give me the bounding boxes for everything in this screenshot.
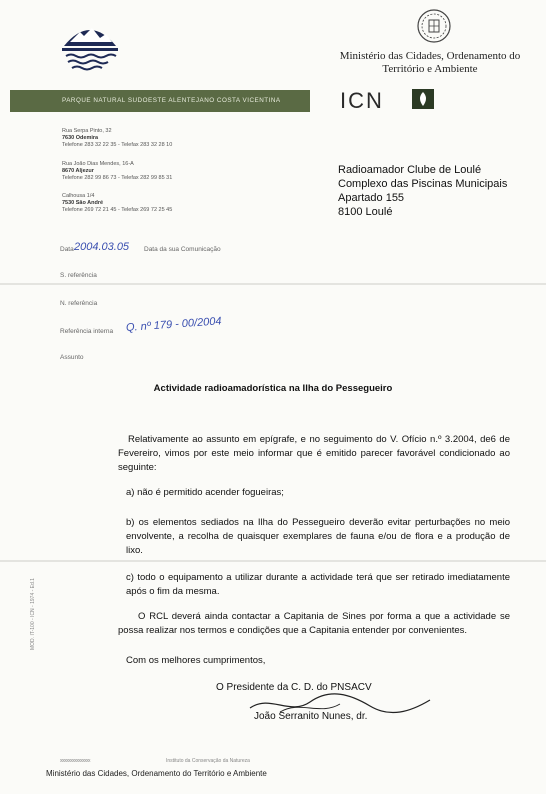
office-city: 7630 Odemira [62, 135, 99, 141]
icn-logo-text: ICN [340, 88, 384, 113]
fold-line [0, 283, 546, 285]
office-phone: Telefone 282 99 86 73 - Telefax 282 99 85 31 [62, 175, 173, 181]
office-address-odemira [62, 128, 202, 149]
condition-b: b) os elementos sediados na Ilha do Pessegueiro deverão evitar perturbações no meio envolvente, a recolha de quaisquer exemplares de fauna e/ou de flora e a produção de lixo. [126, 517, 510, 556]
recipient-line: Radioamador Clube de Loulé [338, 164, 482, 176]
office-street: Rua João Dias Mendes, 16-A [62, 161, 134, 167]
fold-line [0, 560, 546, 562]
recipient-line: 8100 Loulé [338, 206, 393, 218]
sender-reference-label: S. referência [60, 272, 97, 279]
data-label: Data [60, 246, 74, 253]
park-logo [60, 20, 120, 74]
form-code: MOD. IT-100 - ICN - 1974 - Ed.1 [30, 578, 36, 650]
recipient-line: Apartado 155 [338, 192, 405, 204]
handwritten-date: 2004.03.05 [74, 241, 130, 253]
office-address-aljezur [62, 161, 202, 182]
office-city: 8670 Aljezur [62, 168, 94, 174]
letter-subject: Actividade radioamadorística na Ilha do Pessegueiro [153, 383, 393, 394]
office-street: Rua Serpa Pinto, 32 [62, 128, 112, 134]
office-city: 7530 São André [62, 200, 104, 206]
signatory-name: João Serranito Nunes, dr. [254, 711, 368, 722]
closing-greeting: Com os melhores cumprimentos, [126, 655, 266, 666]
paragraph-intro: Relativamente ao assunto em epígrafe, e no seguimento do V. Ofício n.º 3.2004, de6 de Fevereiro, vimos por este meio informar que é emitido parecer favorável condicionado ao seguinte: [118, 434, 510, 473]
park-name: PARQUE NATURAL SUDOESTE ALENTEJANO COSTA VICENTINA [62, 97, 281, 104]
recipient-line: Complexo das Piscinas Municipais [338, 178, 508, 190]
footer-institute: Instituto da Conservação da Natureza [166, 758, 250, 764]
internal-reference-label: Referência interna [60, 328, 114, 335]
signatory-role: O Presidente da C. D. do PNSACV [216, 682, 372, 693]
our-reference-label: N. referência [60, 300, 98, 307]
ministry-line-1: Ministério das Cidades, Ordenamento do [339, 50, 521, 62]
office-phone: Telefone 283 32 22 35 - Telefax 283 32 28 10 [62, 142, 173, 148]
recipient-address [338, 163, 507, 219]
ministry-line-2: Território e Ambiente [382, 63, 478, 75]
footer-ministry: Ministério das Cidades, Ordenamento do Território e Ambiente [46, 769, 267, 778]
office-phone: Telefone 269 72 21 45 - Telefax 269 72 25 45 [62, 207, 173, 213]
park-name-band [10, 90, 310, 112]
subject-label: Assunto [60, 354, 84, 361]
condition-c: c) todo o equipamento a utilizar durante a actividade terá que ser retirado imediatamente após o fim da mesma. [126, 572, 510, 597]
communication-date-label: Data da sua Comunicação [144, 246, 221, 253]
ministry-heading [330, 50, 530, 76]
footer-left-small: xxxxxxxxxxxxxxx [60, 758, 90, 764]
icn-leaf-icon [412, 89, 434, 109]
office-street: Calhousa 1/4 [62, 193, 95, 199]
handwritten-internal-reference: Q. nº 179 - 00/2004 [125, 315, 222, 334]
coat-of-arms-icon [416, 8, 452, 44]
office-address-santo-andre [62, 193, 202, 214]
condition-a: a) não é permitido acender fogueiras; [126, 487, 284, 498]
paragraph-capitania: O RCL deverá ainda contactar a Capitania de Sines por forma a que a actividade se possa realizar nos termos e condições que a Capitania entender por convenientes. [118, 611, 510, 636]
